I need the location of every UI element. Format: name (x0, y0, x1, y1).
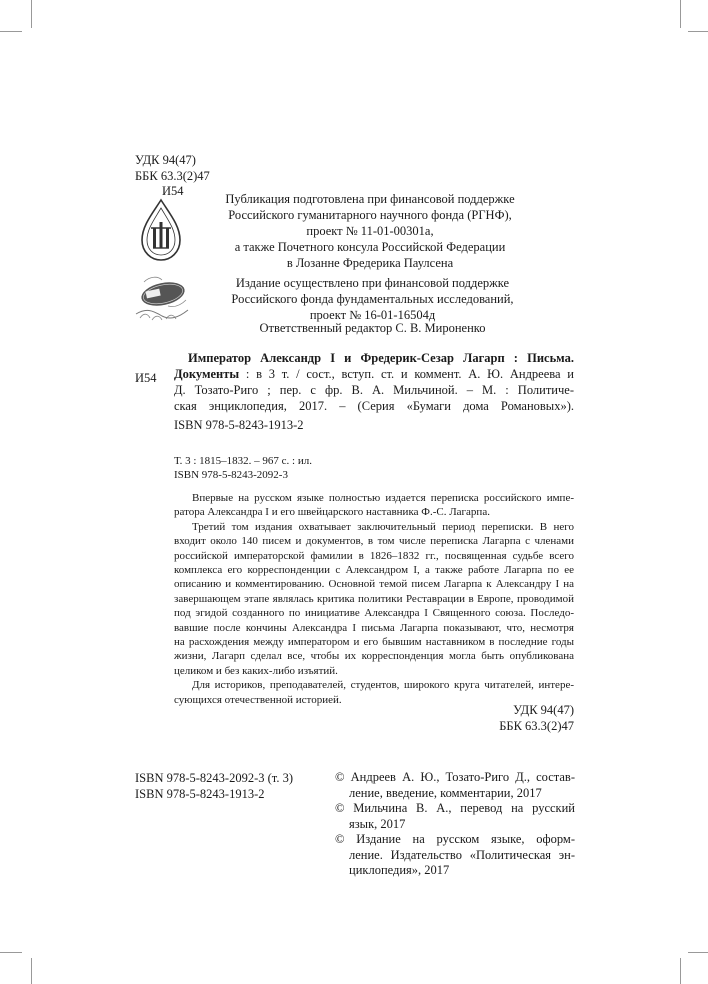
bbk-code-bottom: ББК 63.3(2)47 (499, 719, 574, 733)
rffi-note-line: Издание осуществлено при финансовой поддержке (235, 276, 510, 290)
isbn-bottom-series: ISBN 978-5-8243-1913-2 (135, 787, 265, 801)
copyright-line: ление, введение, комментарии, 2017 (349, 785, 542, 800)
rgnf-funding-note (200, 191, 540, 271)
biblio-author-mark: И54 (135, 371, 157, 385)
annotation-line: на расхождения между императором и его бывшим наставником в последние годы (174, 636, 574, 649)
rgnf-note-line: Публикация подготовлена при финансовой поддержке (225, 192, 515, 206)
volume-info: Т. 3 : 1815–1832. – 967 с. : ил. (174, 455, 312, 467)
copyright-line: ление. Издательство «Политическая эн- (349, 847, 575, 862)
crop-mark-top-left (31, 0, 32, 28)
annotation-line: вавшие после кончины Александра I письма Лагарпа показывают, что, несмотря (174, 621, 574, 634)
biblio-line (174, 366, 574, 382)
bibliographic-record (174, 350, 574, 414)
rffi-note-line: Российского фонда фундаментальных исследований, (231, 292, 514, 306)
copyright-line: © Издание на русском языке, оформ- (335, 832, 575, 846)
annotation-line: жизни, Лагарп сделал все, чтобы их корреспонденция могла быть опубликована (174, 650, 574, 663)
responsible-editor: Ответственный редактор С. В. Мироненко (259, 321, 486, 335)
annotation-line: российской императорской фамилии в 1826–1832 гг., посвященная судьбе всего (174, 549, 574, 562)
annotation-line: Третий том издания охватывает заключительный период переписки. В него (192, 520, 574, 533)
rgnf-note-line: а также Почетного консула Российской Федерации (234, 240, 506, 254)
crop-mark-right-bottom (688, 952, 708, 953)
rgnf-note-line: в Лозанне Фредерика Паулсена (286, 256, 454, 270)
rgnf-note-line: Российского гуманитарного научного фонда (РГНФ), (228, 208, 512, 222)
copyright-line: © Андреев А. Ю., Тозато-Риго Д., состав- (335, 770, 575, 784)
annotation (174, 491, 574, 707)
rffi-funding-note (205, 275, 540, 323)
isbn-series: ISBN 978-5-8243-1913-2 (174, 418, 304, 432)
annotation-line: целиком и без каких-либо изъятий. (174, 664, 338, 677)
annotation-line: под эгидой созданного по инициативе Александра I Священного союза. Последо- (174, 607, 574, 620)
crop-mark-bottom-right (680, 958, 681, 984)
biblio-line: Д. Тозато-Риго ; пер. с фр. В. А. Мильчиной. – М. : Политиче- (174, 383, 574, 397)
isbn-bottom-volume: ISBN 978-5-8243-2092-3 (т. 3) (135, 771, 293, 785)
crop-mark-right-top (688, 31, 708, 32)
annotation-line: описанию и комментированию. Основной темой писем Лагарпа к Александру I на (174, 578, 574, 591)
annotation-line: сующихся отечественной историей. (174, 693, 342, 706)
rgnf-logo-icon (138, 198, 184, 262)
crop-mark-left-bottom (0, 952, 22, 953)
author-mark: И54 (162, 184, 184, 198)
book-title: Император Александр I и Фредерик-Сезар Лагарп : Письма. (188, 351, 574, 365)
annotation-line: ратора Александра I и его швейцарского наставника Ф.-С. Лагарпа. (174, 506, 490, 519)
rffi-logo-icon (132, 274, 192, 322)
crop-mark-top-right (680, 0, 681, 28)
annotation-line: комплекса его корреспонденции с Александром I, а также работе Лагарпа по ее (174, 564, 574, 577)
annotation-line: Впервые на русском языке полностью издается переписка российского импе- (192, 492, 574, 504)
copyright-line: © Мильчина В. А., перевод на русский (335, 801, 575, 815)
annotation-line: завершающем этапе являлась критика политики Реставрации в Европе, проводимой (174, 592, 574, 605)
udk-code-bottom: УДК 94(47) (513, 703, 574, 717)
copyright-line: циклопедия», 2017 (349, 863, 450, 877)
bbk-code: ББК 63.3(2)47 (135, 169, 210, 183)
udk-code: УДК 94(47) (135, 153, 196, 167)
annotation-line: Для историков, преподавателей, студентов, широкого круга читателей, интере- (192, 679, 574, 692)
biblio-line: ская энциклопедия, 2017. – (Серия «Бумаги дома Романовых»). (174, 399, 574, 413)
biblio-line (174, 350, 574, 366)
book-title-cont: Документы (174, 367, 240, 381)
book-details: : в 3 т. / сост., вступ. ст. и коммент. А. Ю. Андреева и (239, 367, 574, 381)
crop-mark-bottom-left (31, 958, 32, 984)
isbn-volume: ISBN 978-5-8243-2092-3 (174, 469, 288, 481)
annotation-line: входит около 140 писем и документов, в том числе переписка Лагарпа с членами (174, 535, 574, 548)
crop-mark-left-top (0, 31, 22, 32)
copyright-block (335, 770, 575, 879)
rgnf-note-line: проект № 11-01-00301а, (306, 224, 434, 238)
copyright-line: язык, 2017 (349, 816, 406, 831)
rffi-note-line: проект № 16-01-16504д (309, 308, 436, 322)
